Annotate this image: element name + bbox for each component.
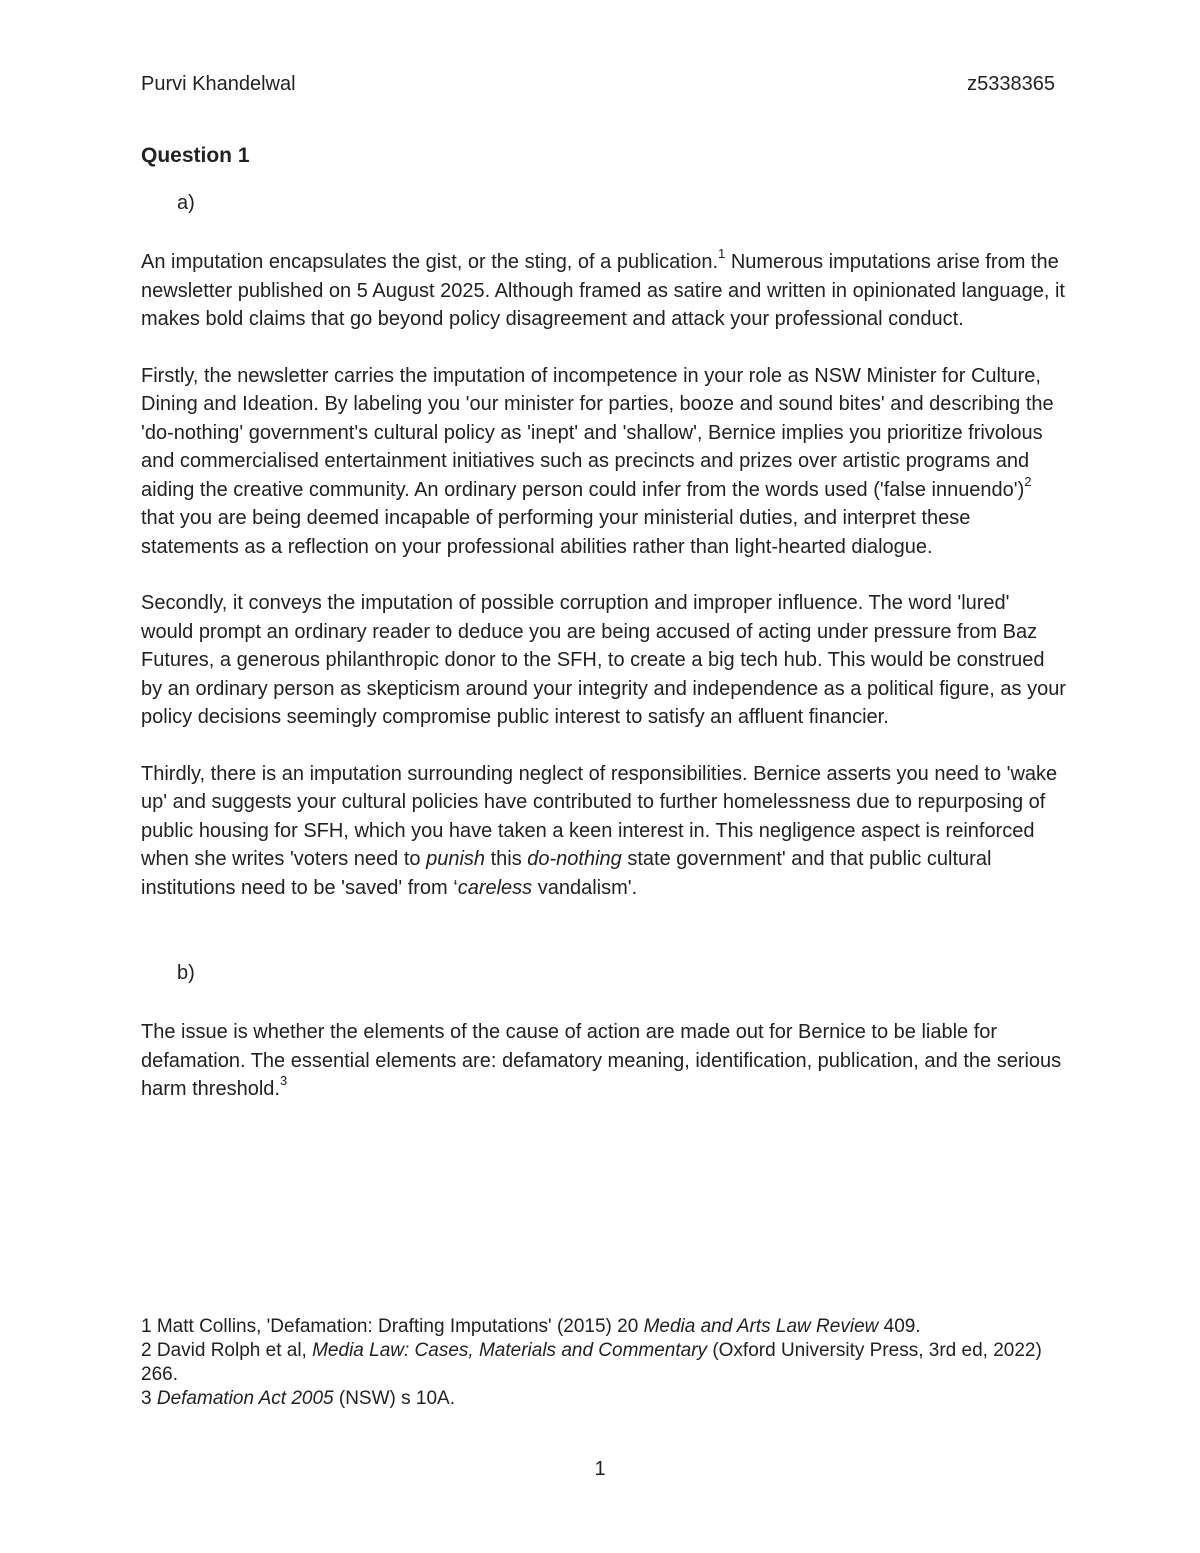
paragraph-thirdly	[141, 760, 1066, 903]
main-content	[141, 141, 1066, 1104]
paragraph-text: The issue is whether the elements of the cause of action are made out for Bernice to be liable for defamation. The essential elements are: defamatory meaning, identification, publication, and the serious harm threshold.	[141, 1021, 1062, 1100]
paragraph-text: that you are being deemed incapable of performing your ministerial duties, and interpret these statements as a reflection on your professional abilities rather than light-hearted dialogue.	[141, 507, 971, 558]
footnote-text: Matt Collins, 'Defamation: Drafting Imputations' (2015) 20	[151, 1316, 644, 1337]
footnote-number: 1	[141, 1316, 152, 1337]
footnote-number: 2	[141, 1340, 152, 1361]
emphasis-text: careless	[457, 876, 533, 899]
paragraph-secondly: Secondly, it conveys the imputation of possible corruption and improper influence. The word 'lured' would prompt an ordinary reader to deduce you are being accused of acting under pressure from Baz Futures, a generous philanthropic donor to the SFH, to create a big tech hub. This would be construed by an ordinary person as skepticism around your integrity and independence as a political figure, as your policy decisions seemingly compromise public interest to satisfy an affluent financier.	[141, 592, 1066, 728]
footnote-text: (Oxford University Press, 3rd ed, 2022) 266.	[141, 1340, 1042, 1385]
header-author: Purvi Khandelwal	[141, 73, 296, 95]
paragraph-text: vandalism'.	[532, 876, 638, 899]
footnote-text: David Rolph et al,	[151, 1340, 313, 1361]
footnotes	[141, 1315, 1066, 1411]
paragraph-firstly	[141, 362, 1066, 562]
part-b-label: b)	[177, 962, 195, 984]
page-number: 1	[594, 1458, 606, 1480]
paragraph-text: Numerous imputations arise from the newsletter published on 5 August 2025. Although framed as satire and written in opinionated language, it makes bold claims that go beyond policy disagreement and attack your professional conduct.	[141, 251, 1065, 330]
footnote-ref-1: 1	[718, 246, 726, 262]
footnote-emphasis: Media Law: Cases, Materials and Commentary	[312, 1340, 708, 1361]
header-student-id: z5338365	[967, 73, 1055, 95]
emphasis-text: punish	[426, 848, 486, 870]
footnote-text: 409.	[878, 1316, 921, 1337]
paragraph-text: Firstly, the newsletter carries the imputation of incompetence in your role as NSW Minister for Culture, Dining and Ideation. By labeling you 'our minister for parties, booze and sound bites' and describing the 'do-nothing' government's cultural policy as 'inept' and 'shallow', Bernice implies you prioritize frivolous and commercialised entertainment initiatives such as precincts and prizes over artistic programs and aiding the creative community. An ordinary person could infer from the words used ('false innuendo')	[141, 364, 1054, 501]
paragraph-text: state government' and that public cultural institutions need to be 'saved' from ‘	[141, 848, 992, 899]
footnote-emphasis: Media and Arts Law Review	[643, 1316, 879, 1337]
paragraph-text: this	[485, 848, 528, 870]
footnote-emphasis: Defamation Act 2005	[156, 1388, 334, 1409]
footnote-ref-2: 2	[1024, 473, 1032, 489]
footnote	[141, 1387, 1066, 1411]
paragraph-text: An imputation encapsulates the gist, or the sting, of a publication.	[141, 251, 719, 273]
footnote	[141, 1339, 1066, 1387]
question-title: Question 1	[141, 144, 250, 167]
paragraph-text: Thirdly, there is an imputation surrounding neglect of responsibilities. Bernice asserts you need to 'wake up' and suggests your cultural policies have contributed to further homelessness due to repurposing of public housing for SFH, which you have taken a keen interest in. This negligence aspect is reinforced when she writes 'voters need to	[141, 762, 1058, 870]
paragraph-intro	[141, 248, 1066, 334]
part-a-label: a)	[177, 192, 195, 214]
footnote-number: 3	[141, 1388, 152, 1409]
footnote-text: (NSW) s 10A.	[333, 1388, 455, 1409]
footnote-ref-3: 3	[279, 1073, 288, 1089]
emphasis-text: do-nothing	[527, 848, 622, 870]
footnote	[141, 1315, 1066, 1339]
paragraph-issue	[141, 1018, 1066, 1104]
